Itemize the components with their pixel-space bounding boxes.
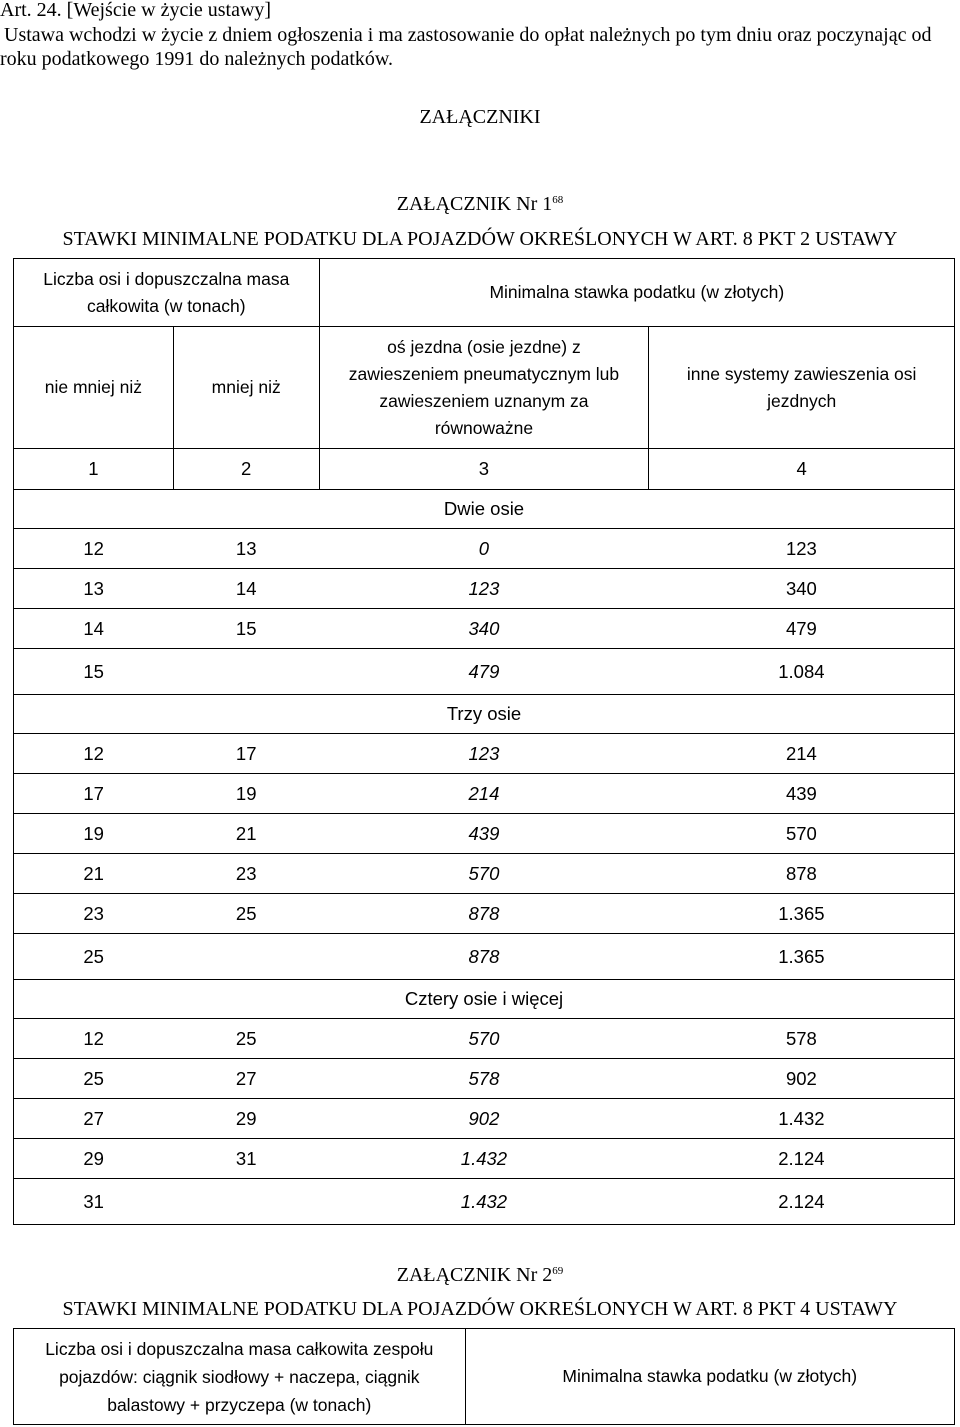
- cell-pneumatic-rate: 123: [319, 569, 649, 609]
- cell-other-rate: 878: [649, 854, 955, 894]
- annex-2-table: [13, 1328, 955, 1425]
- cell-less-than: [173, 649, 319, 695]
- cell-other-rate: 570: [649, 814, 955, 854]
- group-label: Trzy osie: [14, 695, 955, 734]
- cell-less-than: [173, 934, 319, 980]
- cell-other-rate: 2.124: [649, 1139, 955, 1179]
- table-row: [14, 1099, 955, 1139]
- cell-less-than: [173, 1179, 319, 1225]
- header-other-suspension: inne systemy zawieszenia osi jezdnych: [649, 327, 955, 449]
- cell-not-less-than: 21: [14, 854, 174, 894]
- cell-not-less-than: 13: [14, 569, 174, 609]
- cell-pneumatic-rate: 1.432: [319, 1179, 649, 1225]
- cell-other-rate: 439: [649, 774, 955, 814]
- table-row: [14, 569, 955, 609]
- cell-not-less-than: 14: [14, 609, 174, 649]
- article-text-line-2: roku podatkowego 1991 do należnych podatków.: [0, 48, 394, 70]
- cell-not-less-than: 12: [14, 1019, 174, 1059]
- cell-less-than: 25: [173, 894, 319, 934]
- cell-less-than: 31: [173, 1139, 319, 1179]
- article-heading: Art. 24. [Wejście w życie ustawy]: [0, 0, 272, 21]
- cell-other-rate: 479: [649, 609, 955, 649]
- column-number-4: 4: [649, 449, 955, 490]
- cell-not-less-than: 19: [14, 814, 174, 854]
- table-row: [14, 774, 955, 814]
- cell-other-rate: 1.432: [649, 1099, 955, 1139]
- cell-not-less-than: 27: [14, 1099, 174, 1139]
- annex-1-table: [13, 258, 955, 1225]
- table-row: [14, 814, 955, 854]
- table-row: [14, 734, 955, 774]
- header-min-rate: Minimalna stawka podatku (w złotych): [319, 259, 954, 327]
- cell-less-than: 15: [173, 609, 319, 649]
- cell-not-less-than: 12: [14, 529, 174, 569]
- annex-2-title-text: ZAŁĄCZNIK Nr 2: [396, 1264, 553, 1286]
- cell-pneumatic-rate: 439: [319, 814, 649, 854]
- cell-other-rate: 1.084: [649, 649, 955, 695]
- annex-1-subtitle: STAWKI MINIMALNE PODATKU DLA POJAZDÓW OKREŚLONYCH W ART. 8 PKT 2 USTAWY: [62, 228, 898, 250]
- cell-pneumatic-rate: 123: [319, 734, 649, 774]
- cell-less-than: 25: [173, 1019, 319, 1059]
- cell-pneumatic-rate: 1.432: [319, 1139, 649, 1179]
- table-row: [14, 609, 955, 649]
- cell-other-rate: 1.365: [649, 894, 955, 934]
- cell-pneumatic-rate: 479: [319, 649, 649, 695]
- annex-2-header-min-rate: Minimalna stawka podatku (w złotych): [465, 1329, 954, 1425]
- cell-other-rate: 1.365: [649, 934, 955, 980]
- cell-not-less-than: 29: [14, 1139, 174, 1179]
- cell-not-less-than: 25: [14, 934, 174, 980]
- cell-other-rate: 578: [649, 1019, 955, 1059]
- table-row: [14, 529, 955, 569]
- cell-pneumatic-rate: 340: [319, 609, 649, 649]
- cell-not-less-than: 17: [14, 774, 174, 814]
- table-row: [14, 894, 955, 934]
- cell-less-than: 21: [173, 814, 319, 854]
- header-pneumatic-suspension: oś jezdna (osie jezdne) z zawieszeniem pneumatycznym lub zawieszeniem uznanym za równoważne: [319, 327, 649, 449]
- cell-other-rate: 214: [649, 734, 955, 774]
- header-less-than: mniej niż: [173, 327, 319, 449]
- cell-other-rate: 340: [649, 569, 955, 609]
- column-number-2: 2: [173, 449, 319, 490]
- annex-2-header-axes-mass: Liczba osi i dopuszczalna masa całkowita zespołu pojazdów: ciągnik siodłowy + naczepa, ciągnik balastowy + przyczepa (w tonach): [14, 1329, 466, 1425]
- column-number-1: 1: [14, 449, 174, 490]
- table-row: [14, 854, 955, 894]
- header-not-less-than: nie mniej niż: [14, 327, 174, 449]
- cell-pneumatic-rate: 214: [319, 774, 649, 814]
- annex-1-footnote: 68: [552, 194, 564, 206]
- cell-pneumatic-rate: 578: [319, 1059, 649, 1099]
- table-row: [14, 649, 955, 695]
- table-row: [14, 1139, 955, 1179]
- article-text-line-1: Ustawa wchodzi w życie z dniem ogłoszenia i ma zastosowanie do opłat należnych po tym dniu oraz poczynając od: [4, 24, 932, 46]
- cell-not-less-than: 31: [14, 1179, 174, 1225]
- annex-2-footnote: 69: [552, 1265, 564, 1277]
- annex-1-title: [0, 193, 960, 216]
- cell-other-rate: 2.124: [649, 1179, 955, 1225]
- table-row: [14, 1019, 955, 1059]
- cell-less-than: 29: [173, 1099, 319, 1139]
- table-row: [14, 934, 955, 980]
- cell-less-than: 14: [173, 569, 319, 609]
- cell-not-less-than: 12: [14, 734, 174, 774]
- column-number-3: 3: [319, 449, 649, 490]
- cell-not-less-than: 25: [14, 1059, 174, 1099]
- annex-2-subtitle: STAWKI MINIMALNE PODATKU DLA POJAZDÓW OKREŚLONYCH W ART. 8 PKT 4 USTAWY: [62, 1298, 898, 1320]
- table-row: [14, 1179, 955, 1225]
- annex-2-title: [0, 1264, 960, 1287]
- cell-less-than: 23: [173, 854, 319, 894]
- annexes-heading: ZAŁĄCZNIKI: [419, 106, 541, 128]
- cell-other-rate: 123: [649, 529, 955, 569]
- cell-pneumatic-rate: 570: [319, 1019, 649, 1059]
- cell-less-than: 17: [173, 734, 319, 774]
- cell-pneumatic-rate: 902: [319, 1099, 649, 1139]
- cell-less-than: 19: [173, 774, 319, 814]
- group-label: Dwie osie: [14, 490, 955, 529]
- cell-not-less-than: 23: [14, 894, 174, 934]
- header-axes-mass: Liczba osi i dopuszczalna masa całkowita (w tonach): [14, 259, 320, 327]
- annex-1-title-text: ZAŁĄCZNIK Nr 1: [396, 193, 553, 215]
- cell-pneumatic-rate: 878: [319, 894, 649, 934]
- group-label: Cztery osie i więcej: [14, 980, 955, 1019]
- table-row: [14, 1059, 955, 1099]
- cell-pneumatic-rate: 878: [319, 934, 649, 980]
- cell-less-than: 13: [173, 529, 319, 569]
- cell-other-rate: 902: [649, 1059, 955, 1099]
- cell-pneumatic-rate: 570: [319, 854, 649, 894]
- cell-pneumatic-rate: 0: [319, 529, 649, 569]
- cell-not-less-than: 15: [14, 649, 174, 695]
- cell-less-than: 27: [173, 1059, 319, 1099]
